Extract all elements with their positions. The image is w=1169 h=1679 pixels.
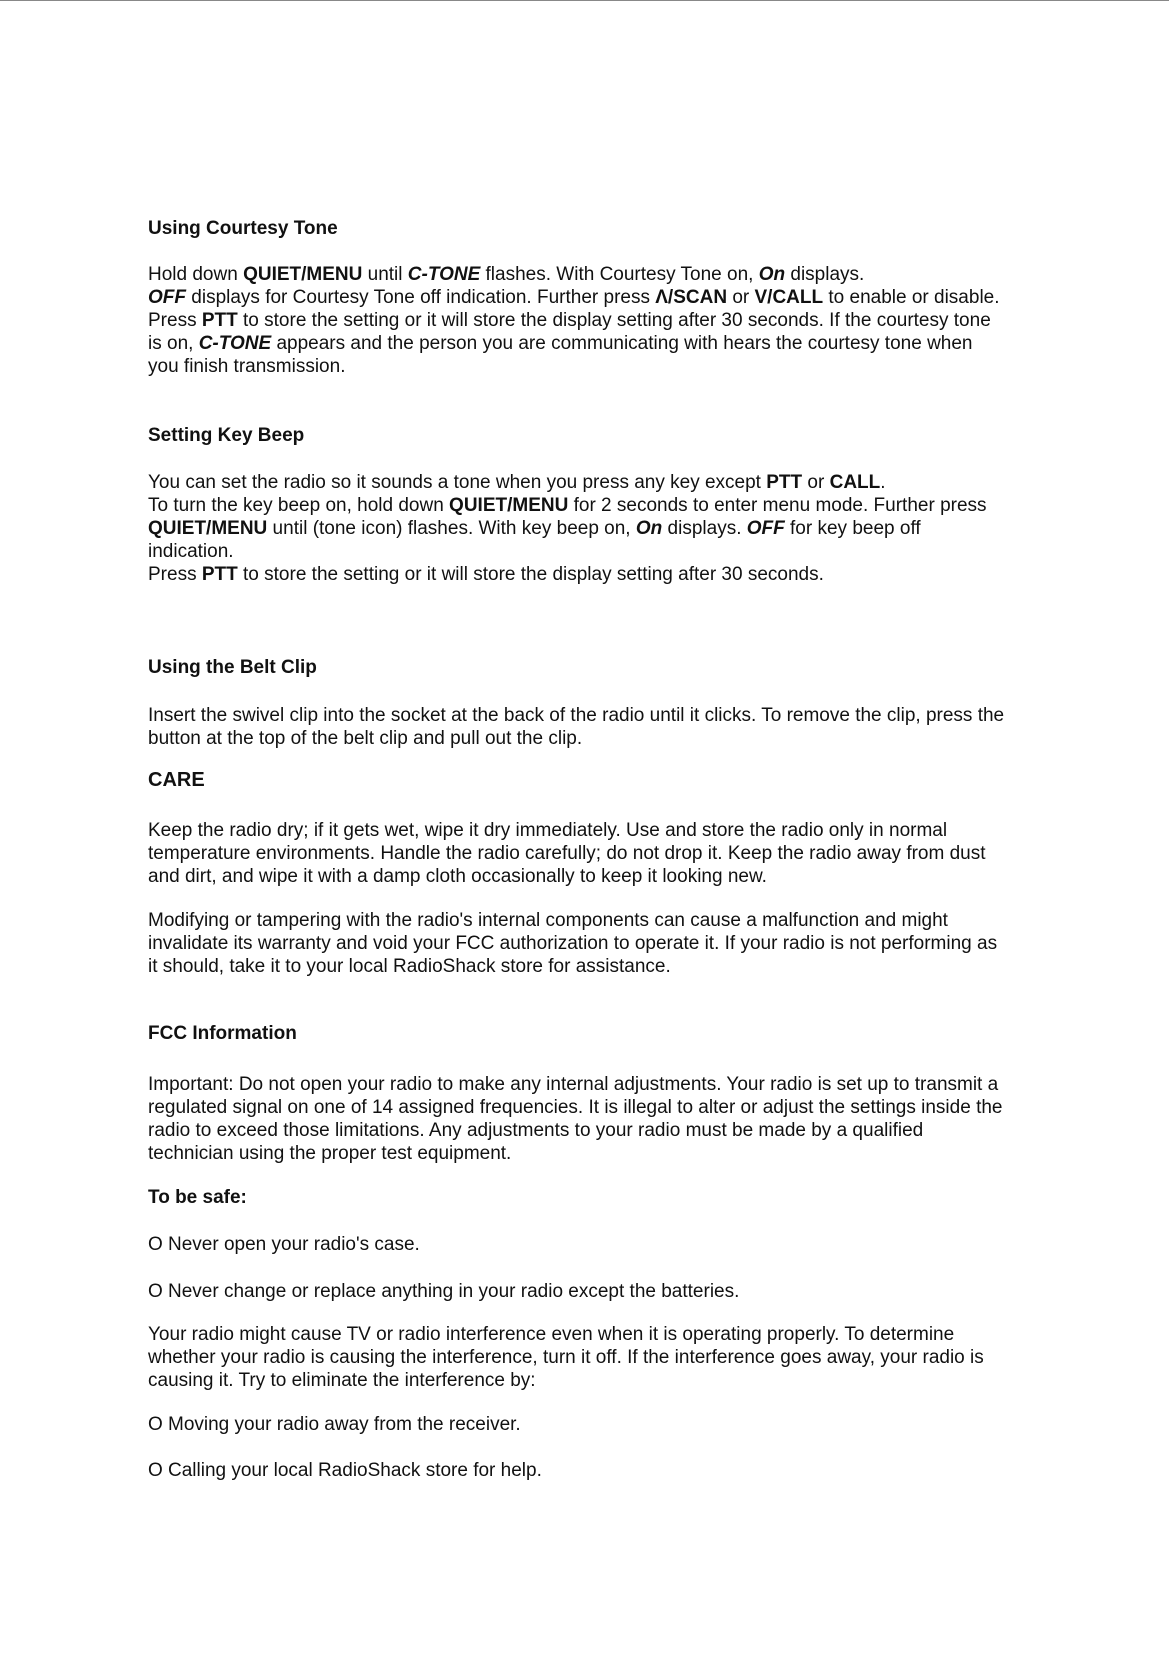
courtesy-tone-paragraph: Hold down QUIET/MENU until C-TONE flashes. With Courtesy Tone on, On displays. OFF displays for Courtesy Tone off indication. Further press Λ/SCAN or V/CALL to enable or disable. Press PTT to store the setting or it will store the display setting after 30 seconds. If the courtesy tone is on, C-TONE appears and the person you are communicating with hears the courtesy tone when you finish transmission. — [148, 264, 1000, 377]
to-be-safe-heading: To be safe: — [148, 1187, 247, 1208]
care-heading: CARE — [148, 769, 205, 791]
fcc-paragraph-2: Your radio might cause TV or radio interference even when it is operating properly. To determine whether your radio is causing the interference, turn it off. If the interference goes away, your radio is causing it. Try to eliminate the interference by: — [148, 1324, 984, 1391]
care-paragraph-2: Modifying or tampering with the radio's internal components can cause a malfunction and might invalidate its warranty and void your FCC authorization to operate it. If your radio is not performing as it should, take it to your local RadioShack store for assistance. — [148, 910, 998, 977]
fix-list-item: O Calling your local RadioShack store for help. — [148, 1460, 542, 1481]
key-beep-heading: Setting Key Beep — [148, 425, 305, 446]
fix-list-item: O Moving your radio away from the receiver. — [148, 1414, 521, 1435]
safe-list-item: O Never change or replace anything in your radio except the batteries. — [148, 1281, 740, 1302]
courtesy-tone-heading: Using Courtesy Tone — [148, 218, 338, 239]
safe-list-item: O Never open your radio's case. — [148, 1234, 420, 1255]
belt-clip-heading: Using the Belt Clip — [148, 657, 317, 678]
bullet-circle-icon: O — [148, 1281, 163, 1302]
fcc-paragraph-1: Important: Do not open your radio to make any internal adjustments. Your radio is set up to transmit a regulated signal on one of 14 assigned frequencies. It is illegal to alter or adjust the settings inside the radio to exceed those limitations. Any adjustments to your radio must be made by a qualified technician using the proper test equipment. — [148, 1074, 1003, 1164]
key-beep-paragraph: You can set the radio so it sounds a tone when you press any key except PTT or CALL. To turn the key beep on, hold down QUIET/MENU for 2 seconds to enter menu mode. Further press QUIET/MENU until (tone icon) flashes. With key beep on, On displays. OFF for key beep off indication. Press PTT to store the setting or it will store the display setting after 30 seconds. — [148, 472, 987, 585]
bullet-circle-icon: O — [148, 1234, 163, 1255]
bullet-circle-icon: O — [148, 1414, 163, 1435]
fcc-heading: FCC Information — [148, 1023, 297, 1044]
bullet-circle-icon: O — [148, 1460, 163, 1481]
belt-clip-paragraph: Insert the swivel clip into the socket at the back of the radio until it clicks. To remove the clip, press the button at the top of the belt clip and pull out the clip. — [148, 705, 1005, 749]
care-paragraph-1: Keep the radio dry; if it gets wet, wipe it dry immediately. Use and store the radio only in normal temperature environments. Handle the radio carefully; do not drop it. Keep the radio away from dust and dirt, and wipe it with a damp cloth occasionally to keep it looking new. — [148, 820, 986, 887]
